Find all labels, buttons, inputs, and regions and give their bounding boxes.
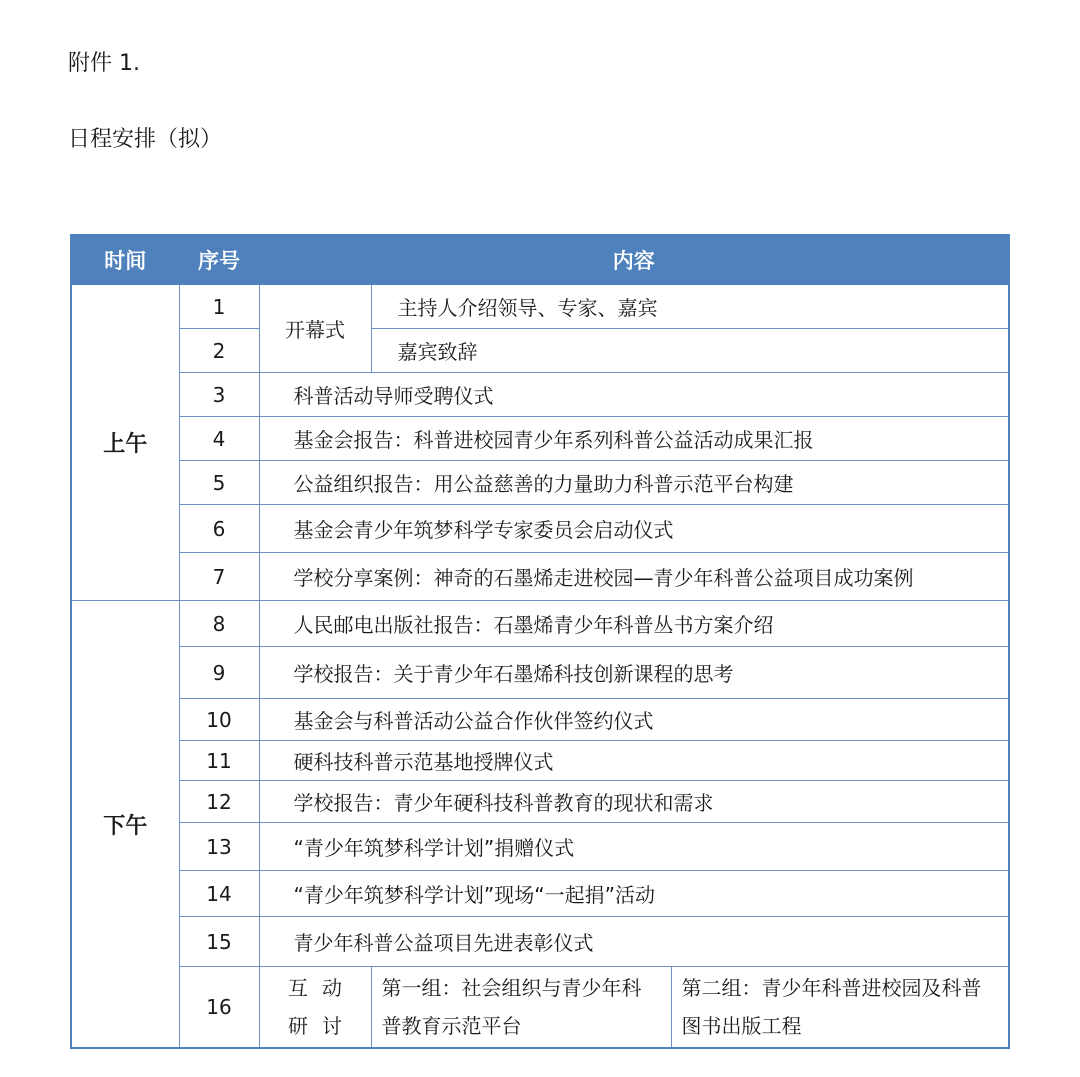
period-afternoon: 下午 bbox=[71, 601, 179, 1049]
row-content: 学校报告：青少年硬科技科普教育的现状和需求 bbox=[259, 781, 1009, 823]
row-content: 公益组织报告：用公益慈善的力量助力科普示范平台构建 bbox=[259, 461, 1009, 505]
row-number: 3 bbox=[179, 373, 259, 417]
column-header-time: 时间 bbox=[71, 235, 179, 285]
row-number: 10 bbox=[179, 699, 259, 741]
table-row bbox=[71, 967, 1009, 1049]
row-content: 基金会与科普活动公益合作伙伴签约仪式 bbox=[259, 699, 1009, 741]
table-row bbox=[71, 417, 1009, 461]
table-row bbox=[71, 871, 1009, 917]
row-number: 13 bbox=[179, 823, 259, 871]
row-content: 主持人介绍领导、专家、嘉宾 bbox=[371, 285, 1009, 329]
row-number: 15 bbox=[179, 917, 259, 967]
table-row bbox=[71, 917, 1009, 967]
row-content: “青少年筑梦科学计划”捐赠仪式 bbox=[259, 823, 1009, 871]
row-number: 1 bbox=[179, 285, 259, 329]
row-content: 基金会报告：科普进校园青少年系列科普公益活动成果汇报 bbox=[259, 417, 1009, 461]
table-header-row bbox=[71, 235, 1009, 285]
column-header-content: 内容 bbox=[259, 235, 1009, 285]
row-number: 8 bbox=[179, 601, 259, 647]
table-row bbox=[71, 373, 1009, 417]
column-header-number: 序号 bbox=[179, 235, 259, 285]
discussion-label-line2: 研讨 bbox=[288, 1014, 356, 1038]
table-row bbox=[71, 285, 1009, 329]
row-content: 科普活动导师受聘仪式 bbox=[259, 373, 1009, 417]
row-number: 6 bbox=[179, 505, 259, 553]
row-content: “青少年筑梦科学计划”现场“一起捐”活动 bbox=[259, 871, 1009, 917]
row-content: 基金会青少年筑梦科学专家委员会启动仪式 bbox=[259, 505, 1009, 553]
row-number: 14 bbox=[179, 871, 259, 917]
row-number: 4 bbox=[179, 417, 259, 461]
table-row bbox=[71, 741, 1009, 781]
table-row bbox=[71, 823, 1009, 871]
schedule-table bbox=[70, 234, 1010, 1049]
table-row bbox=[71, 601, 1009, 647]
row-number: 5 bbox=[179, 461, 259, 505]
period-morning: 上午 bbox=[71, 285, 179, 601]
table-row bbox=[71, 329, 1009, 373]
table-row bbox=[71, 461, 1009, 505]
document-title: 日程安排（拟） bbox=[68, 127, 223, 152]
row-number: 7 bbox=[179, 553, 259, 601]
row-content: 人民邮电出版社报告：石墨烯青少年科普丛书方案介绍 bbox=[259, 601, 1009, 647]
table-row bbox=[71, 699, 1009, 741]
table-row bbox=[71, 781, 1009, 823]
row-content: 嘉宾致辞 bbox=[371, 329, 1009, 373]
row-content: 学校分享案例：神奇的石墨烯走进校园—青少年科普公益项目成功案例 bbox=[259, 553, 1009, 601]
discussion-label bbox=[259, 967, 371, 1049]
table-row bbox=[71, 505, 1009, 553]
table-row bbox=[71, 553, 1009, 601]
attachment-label: 附件 1. bbox=[68, 51, 140, 76]
table-row bbox=[71, 647, 1009, 699]
opening-ceremony-label: 开幕式 bbox=[259, 285, 371, 373]
row-content: 硬科技科普示范基地授牌仪式 bbox=[259, 741, 1009, 781]
row-number: 11 bbox=[179, 741, 259, 781]
discussion-label-line1: 互动 bbox=[288, 976, 356, 1000]
row-content: 青少年科普公益项目先进表彰仪式 bbox=[259, 917, 1009, 967]
row-number: 9 bbox=[179, 647, 259, 699]
row-number: 16 bbox=[179, 967, 259, 1049]
row-number: 2 bbox=[179, 329, 259, 373]
row-content: 学校报告：关于青少年石墨烯科技创新课程的思考 bbox=[259, 647, 1009, 699]
discussion-group-2: 第二组：青少年科普进校园及科普图书出版工程 bbox=[671, 967, 1009, 1049]
discussion-group-1: 第一组：社会组织与青少年科普教育示范平台 bbox=[371, 967, 671, 1049]
row-number: 12 bbox=[179, 781, 259, 823]
